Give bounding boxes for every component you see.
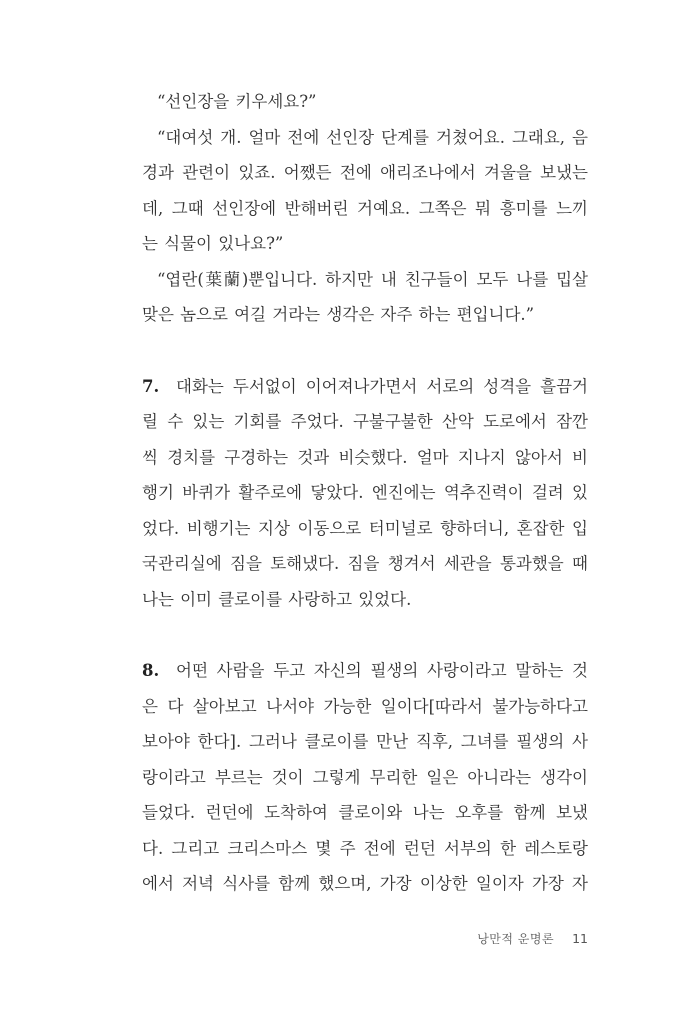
text-line: 국관리실에 짐을 토해냈다. 짐을 챙겨서 세관을 통과했을 때 — [142, 554, 588, 573]
text-line: 데, 그때 선인장에 반해버린 거예요. 그쪽은 뭐 흥미를 느끼 — [142, 198, 588, 218]
text-line: 다. 그리고 크리스마스 몇 주 전에 런던 서부의 한 레스토랑 — [142, 838, 588, 858]
page-footer — [460, 928, 588, 950]
section-first-line: 대화는 두서없이 이어져나가면서 서로의 성격을 흘끔거 — [176, 376, 588, 396]
dialogue-block — [142, 84, 588, 333]
section-divider-space — [142, 617, 588, 653]
text-line: “대여섯 개. 얼마 전에 선인장 단계를 거쳤어요. 그래요, 음 — [157, 127, 588, 147]
section-number: 8. — [142, 661, 160, 680]
text-line: 씩 경치를 구경하는 것과 비슷했다. 얼마 지나지 않아서 비 — [142, 447, 588, 467]
text-line: 랑이라고 부르는 것이 그렇게 무리한 일은 아니라는 생각이 — [142, 767, 588, 787]
text-line: 나는 이미 클로이를 사랑하고 있었다. — [142, 589, 412, 609]
page-number: 11 — [572, 931, 588, 946]
text-line — [142, 369, 588, 405]
text-line: “선인장을 키우세요?” — [157, 92, 317, 111]
text-line: 경과 관련이 있죠. 어쨌든 전에 애리조나에서 겨울을 보냈는 — [142, 163, 588, 182]
section-8 — [142, 653, 588, 902]
text-line: 에서 저녁 식사를 함께 했으며, 가장 이상한 일이자 가장 자 — [142, 874, 588, 893]
text-line — [142, 653, 588, 689]
text-line: 맞은 놈으로 여길 거라는 생각은 자주 하는 편입니다.” — [142, 305, 535, 324]
text-line: 었다. 비행기는 지상 이동으로 터미널로 향하더니, 혼잡한 입 — [142, 518, 588, 538]
running-title: 낭만적 운명론 — [477, 932, 555, 946]
section-divider-space — [142, 333, 588, 369]
section-first-line: 어떤 사람을 두고 자신의 필생의 사랑이라고 말하는 것 — [176, 661, 588, 680]
text-line: 는 식물이 있나요?” — [142, 234, 284, 253]
text-line: 은 다 살아보고 나서야 가능한 일이다[따라서 불가능하다고 — [142, 696, 588, 716]
section-7 — [142, 369, 588, 618]
text-line: 릴 수 있는 기회를 주었다. 구불구불한 산악 도로에서 잠깐 — [142, 412, 588, 431]
text-line: 보아야 한다]. 그러나 클로이를 만난 직후, 그녀를 필생의 사 — [142, 732, 588, 751]
text-line: 행기 바퀴가 활주로에 닿았다. 엔진에는 역추진력이 걸려 있 — [142, 483, 588, 502]
text-line: “엽란(葉蘭)뿐입니다. 하지만 내 친구들이 모두 나를 밉살 — [157, 269, 588, 289]
book-page-body — [142, 84, 588, 902]
section-number: 7. — [142, 376, 160, 396]
text-line: 들었다. 런던에 도착하여 클로이와 나는 오후를 함께 보냈 — [142, 803, 588, 822]
